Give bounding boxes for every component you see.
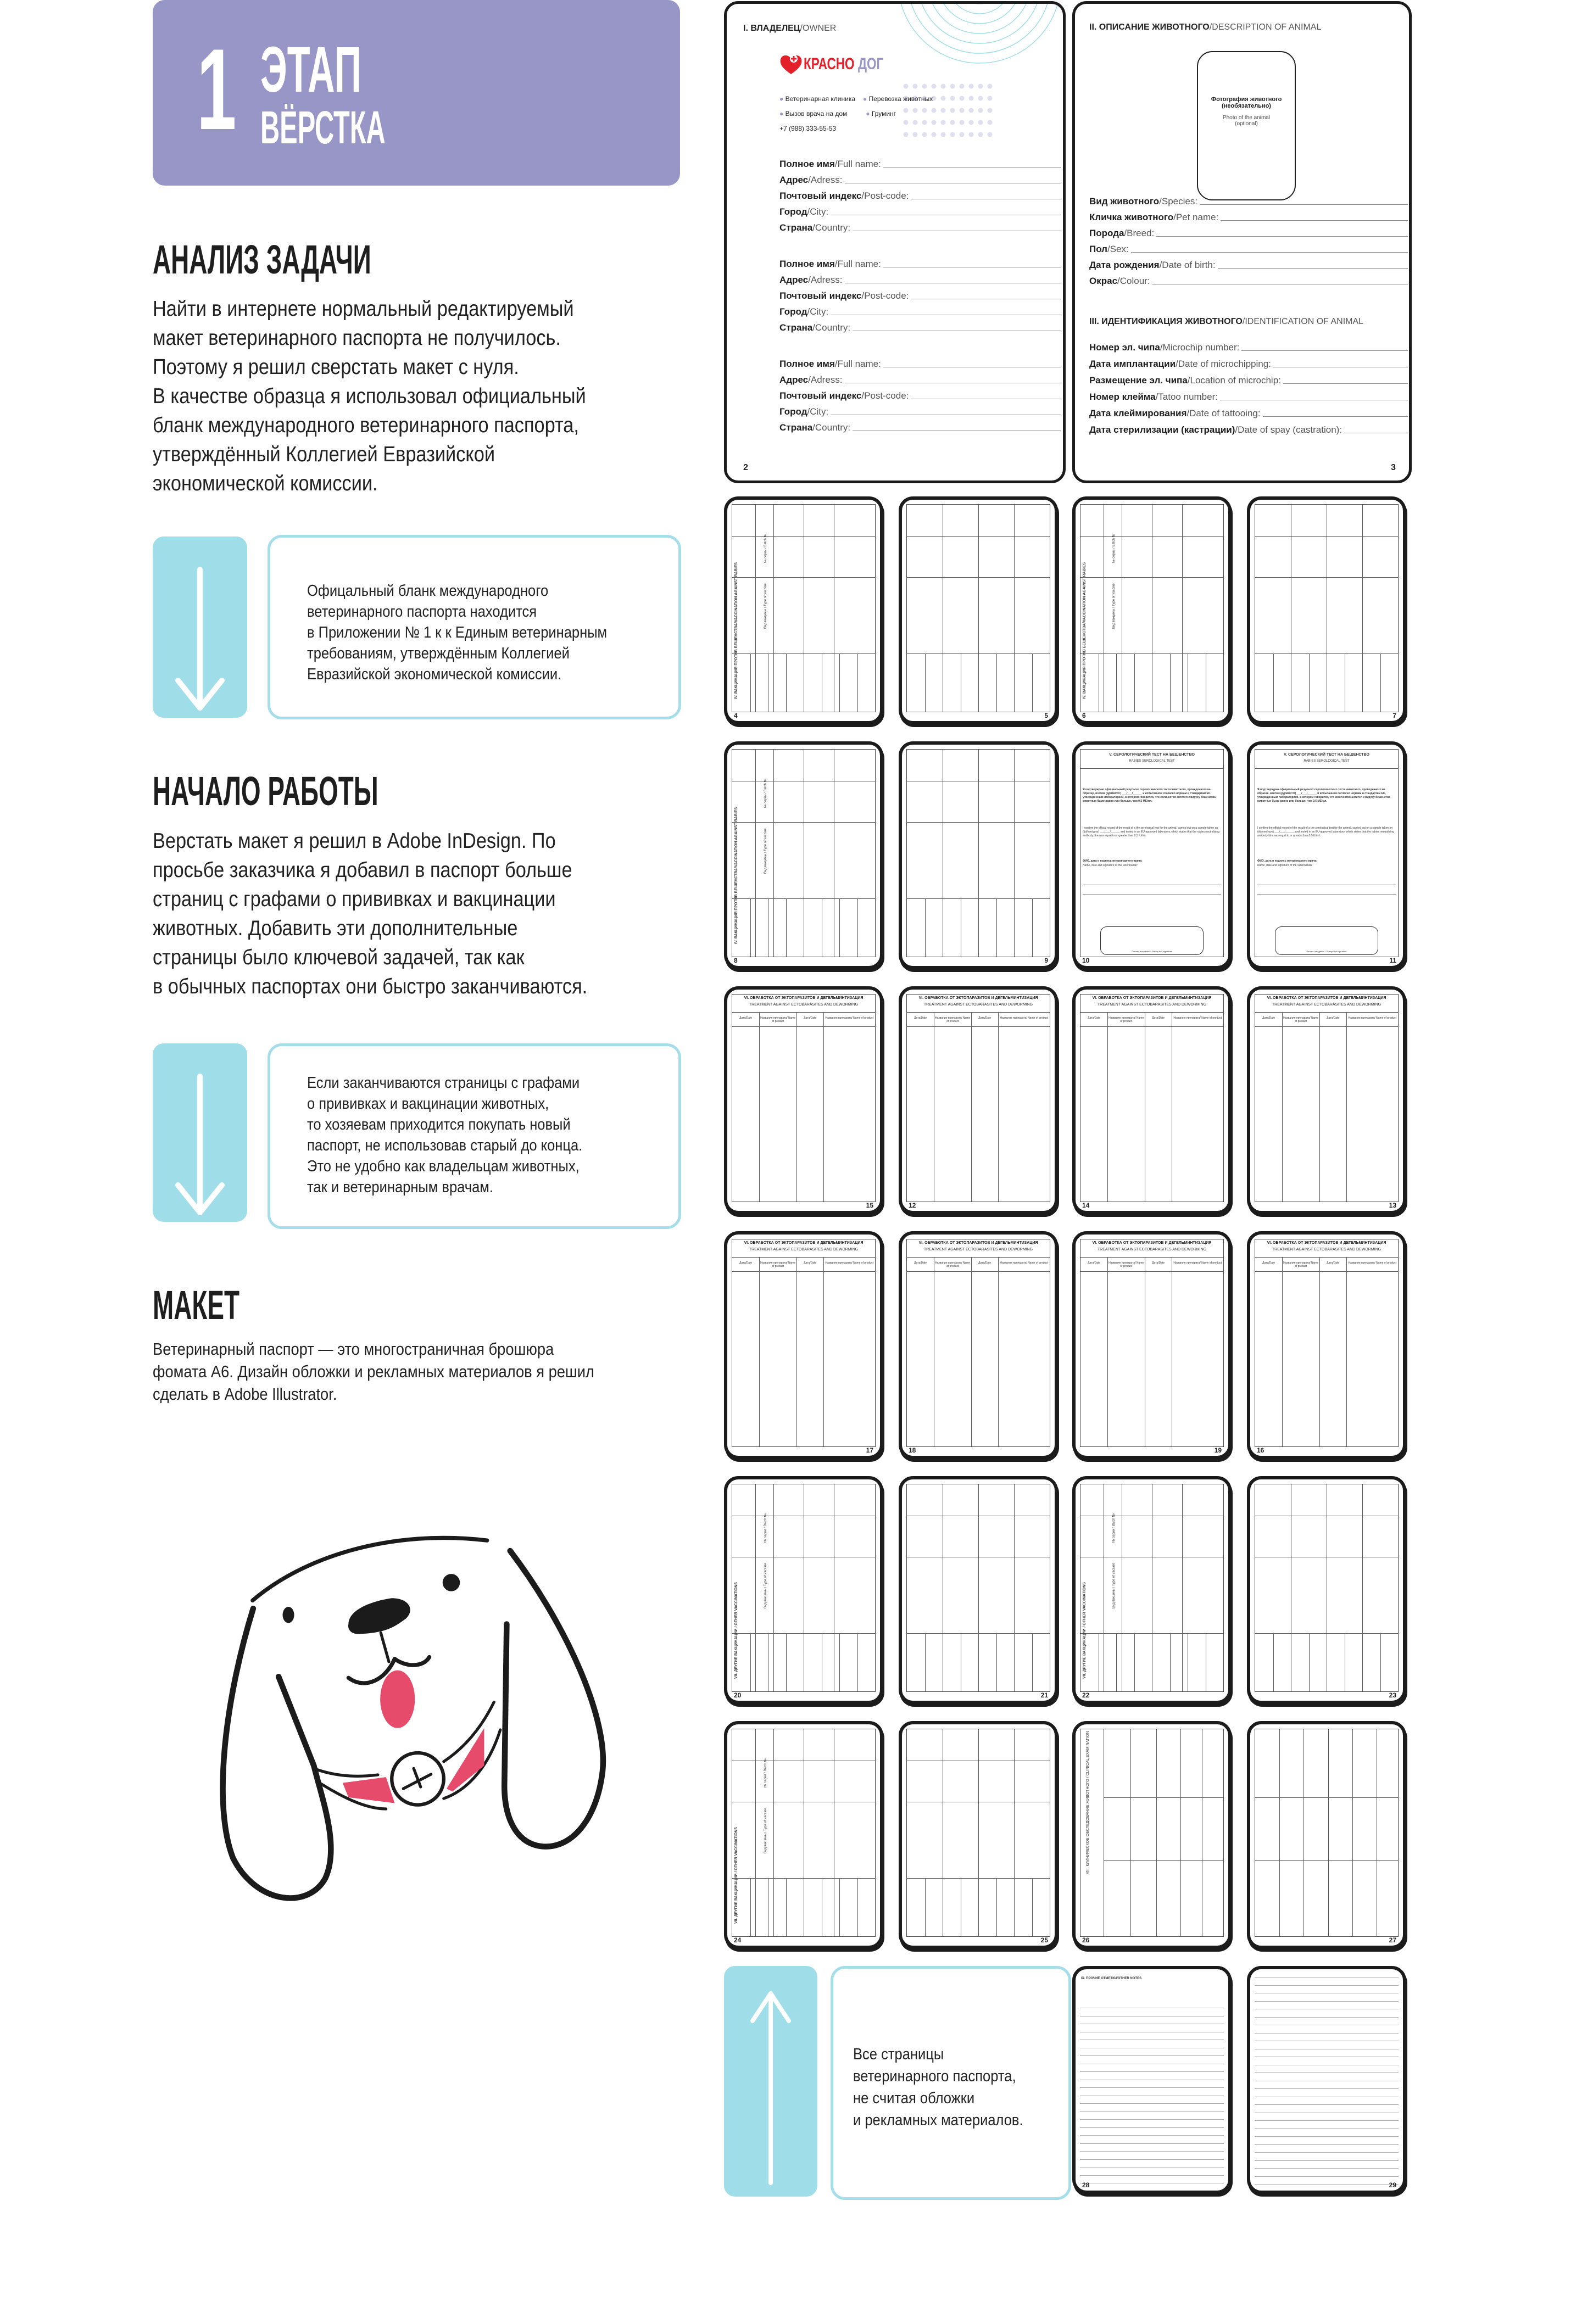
field-line[interactable]: [1131, 252, 1408, 253]
start-text: Верстать макет я решил в Adobe InDesign. По просьбе заказчика я добавил в паспорт больше страниц с графами о прививках и вакцинации животных. Добавить эти дополнительные страницы было ключевой задачей, так как в обычных паспортах они быстро заканчиваются.: [153, 829, 588, 998]
form-field[interactable]: Полное имя /Full name:: [779, 259, 1061, 270]
note-line[interactable]: [1255, 2152, 1399, 2153]
animal-section-title: II. ОПИСАНИЕ ЖИВОТНОГО/DESCRIPTION OF ANIMAL: [1089, 23, 1322, 32]
col-header: Название препарата/ Name of product: [1283, 1261, 1319, 1268]
table-title: VI. ОБРАБОТКА ОТ ЭКТОПАРАЗИТОВ И ДЕГЕЛЬМИНТИЗАЦИЯ: [744, 1241, 864, 1245]
table-title: IV. ВАКЦИНАЦИЯ ПРОТИВ БЕШЕНСТВА/VACCINATION AGAINST RABIES: [734, 562, 738, 700]
passport-page-thumbnail[interactable]: [1247, 1966, 1406, 2194]
note-line[interactable]: [1255, 2120, 1399, 2121]
col-header: Дата/Date: [1088, 1261, 1101, 1265]
table-title: VI. ОБРАБОТКА ОТ ЭКТОПАРАЗИТОВ И ДЕГЕЛЬМИНТИЗАЦИЯ: [744, 996, 864, 1000]
table-title: VI. ОБРАБОТКА ОТ ЭКТОПАРАЗИТОВ И ДЕГЕЛЬМИНТИЗАЦИЯ: [918, 996, 1038, 1000]
note-line[interactable]: [1255, 2160, 1399, 2161]
passport-page-thumbnail[interactable]: [724, 1721, 883, 1949]
col-header: Дата/Date: [1327, 1261, 1340, 1265]
col-header: Вид вакцины / Type of vaccine: [764, 1563, 767, 1609]
serology-form: [1080, 749, 1224, 957]
treatment-table: [732, 994, 876, 1202]
photo-label-en: Photo of the animal (optional): [1222, 115, 1271, 127]
page-number: 18: [909, 1446, 916, 1454]
table-subtitle: TREATMENT AGAINST ECTOBARASITES AND DEWORMING: [749, 1248, 859, 1252]
col-header: Название препарата/ Name of product: [1283, 1016, 1319, 1023]
services-list: [779, 92, 933, 136]
note-line[interactable]: [1255, 2136, 1399, 2137]
clinical-table: [1080, 1729, 1224, 1937]
col-header: № серии / Batch №: [764, 1758, 767, 1787]
table-title: VI. ОБРАБОТКА ОТ ЭКТОПАРАЗИТОВ И ДЕГЕЛЬМИНТИЗАЦИЯ: [1267, 996, 1386, 1000]
col-header: Дата/Date: [1262, 1261, 1275, 1265]
note-box-pages: [268, 1043, 681, 1229]
note-line[interactable]: [1080, 2103, 1224, 2104]
col-header: Вид вакцины / Type of vaccine: [764, 828, 767, 874]
treatment-table: [906, 1239, 1050, 1447]
stage-number: 1: [197, 25, 235, 154]
stamp-label: Печать и подпись / Stamp and signature: [1132, 950, 1172, 953]
passport-page-thumbnail[interactable]: [1072, 1966, 1232, 2194]
col-header: Дата/Date: [978, 1261, 991, 1265]
field-line[interactable]: [1241, 350, 1408, 351]
decor-circles-icon: [892, 1, 1066, 92]
passport-page-thumbnail[interactable]: [899, 1231, 1058, 1459]
photo-placeholder[interactable]: [1197, 51, 1296, 200]
form-field[interactable]: Номер клейма /Tatoo number:: [1089, 392, 1408, 403]
form-field[interactable]: Номер эл. чипа /Microchip number:: [1089, 342, 1408, 353]
table-title: VII. ДРУГИЕ ВАКЦИНАЦИИ / OTHER VACCINATIONS: [1083, 1582, 1087, 1679]
treatment-table: [1080, 1239, 1224, 1447]
table-subtitle: TREATMENT AGAINST ECTOBARASITES AND DEWORMING: [1272, 1003, 1382, 1007]
col-header: Название препарата/ Name of product: [1108, 1261, 1144, 1268]
form-field[interactable]: Полное имя /Full name:: [779, 159, 1061, 170]
col-header: Название препарата/ Name of product: [760, 1261, 796, 1268]
col-header: № серии / Batch №: [764, 1513, 767, 1543]
vaccination-table: [906, 1484, 1050, 1692]
stamp-label: Печать и подпись / Stamp and signature: [1306, 950, 1347, 953]
table-subtitle: TREATMENT AGAINST ECTOBARASITES AND DEWORMING: [923, 1248, 1033, 1252]
table-title: IV. ВАКЦИНАЦИЯ ПРОТИВ БЕШЕНСТВА/VACCINATION AGAINST RABIES: [1083, 562, 1087, 700]
passport-page-thumbnail[interactable]: [899, 741, 1058, 969]
treatment-table: [1255, 1239, 1399, 1447]
col-header: Дата/Date: [978, 1016, 991, 1020]
passport-page-thumbnail[interactable]: [1072, 1721, 1232, 1949]
clinical-table: [1255, 1729, 1399, 1937]
note-line[interactable]: [1080, 2071, 1224, 2072]
note-line[interactable]: [1080, 2159, 1224, 2160]
form-field[interactable]: Почтовый индекс /Post-code:: [779, 191, 1061, 202]
brand-name-violet: ДОГ: [858, 55, 884, 73]
page-number: 4: [734, 712, 738, 719]
page-number: 15: [866, 1202, 873, 1209]
col-header: Название препарата/ Name of product: [935, 1016, 971, 1023]
col-header: Дата/Date: [1152, 1016, 1165, 1020]
passport-page-thumbnail[interactable]: [724, 496, 883, 724]
sero-text-ru: Я подтверждаю официальный результат серологического теста животного, проведенного на образце, взятом (дд/мм/гггг) ___/___/______ и испытанном согласно нормам и стандартам ЕС, утвержденным лабораторией, в котором говорится, что количество антител к вирусу бешенства животных было равно или больше, чем 0,5 МЕ/мл.: [1083, 788, 1216, 803]
passport-page-thumbnail[interactable]: [899, 1476, 1058, 1704]
sero-text-en: I confirm the official record of the result of a the serological test for the animal, carried out on a sample taken on (dd/mm/yyyy) ___/___/______ and tested in an EU-approved laboratory, which states that the rabies neutralising antibody titre was equal to or greater than 0,5 IU/ml.: [1257, 826, 1394, 837]
stage-title: ВЁРСТКА: [260, 102, 386, 153]
treatment-table: [732, 1239, 876, 1447]
vaccination-table: [732, 1484, 876, 1692]
form-field[interactable]: Город /City:: [779, 406, 1061, 417]
passport-page-thumbnail[interactable]: [724, 1231, 883, 1459]
table-title: VI. ОБРАБОТКА ОТ ЭКТОПАРАЗИТОВ И ДЕГЕЛЬМИНТИЗАЦИЯ: [1092, 1241, 1212, 1245]
analysis-text: Найти в интернете нормальный редактируемый макет ветеринарного паспорта не получилось. Поэтому я решил сверстать макет с нуля. В качестве образца я использовал официальный бланк международного ветеринарного паспорта, утверждённый Коллегией Евразийской экономической комиссии.: [153, 297, 586, 495]
vaccination-table: [732, 1729, 876, 1937]
start-heading: НАЧАЛО РАБОТЫ: [153, 768, 378, 814]
form-field[interactable]: Почтовый индекс /Post-code:: [779, 390, 1061, 401]
page-number: 8: [734, 957, 738, 964]
stamp-box[interactable]: [1275, 926, 1378, 955]
sero-sign-en: Name, date and signature of the veterinarian:: [1083, 864, 1138, 867]
arrow-up-icon: [724, 1966, 817, 2197]
col-header: Дата/Date: [739, 1016, 753, 1020]
col-header: Название препарата/ Name of product: [1348, 1261, 1397, 1265]
table-title: VI. ОБРАБОТКА ОТ ЭКТОПАРАЗИТОВ И ДЕГЕЛЬМИНТИЗАЦИЯ: [918, 1241, 1038, 1245]
form-field[interactable]: Страна /Country:: [779, 322, 1061, 333]
notes-title: IX. ПРОЧИЕ ОТМЕТКИ/OTHER NOTES: [1081, 1977, 1142, 1980]
field-line[interactable]: [1200, 204, 1408, 205]
owner-section-title: I. ВЛАДЕЛЕЦ/OWNER: [743, 24, 837, 33]
passport-page-thumbnail[interactable]: [724, 986, 883, 1214]
field-line[interactable]: [1218, 268, 1408, 269]
col-header: Дата/Date: [739, 1261, 753, 1265]
passport-page-thumbnail[interactable]: [899, 1721, 1058, 1949]
note-line[interactable]: [1080, 2087, 1224, 2088]
col-header: Вид вакцины / Type of vaccine: [1112, 1563, 1116, 1609]
form-field[interactable]: Полное имя /Full name:: [779, 359, 1061, 370]
passport-page-thumbnail[interactable]: [1072, 1476, 1232, 1704]
service-item: ● Груминг: [866, 110, 896, 118]
field-line[interactable]: [1156, 236, 1408, 237]
note-line[interactable]: [1080, 2055, 1224, 2056]
serology-form: [1255, 749, 1399, 957]
form-field[interactable]: Адрес /Adress:: [779, 275, 1061, 286]
col-header: Название препарата/ Name of product: [1000, 1016, 1049, 1020]
analysis-heading: АНАЛИЗ ЗАДАЧИ: [153, 237, 371, 282]
col-header: Название препарата/ Name of product: [1000, 1261, 1049, 1265]
page-number: 9: [1044, 957, 1048, 964]
col-header: Вид вакцины / Type of vaccine: [764, 583, 767, 629]
col-header: Дата/Date: [804, 1261, 817, 1265]
service-item: ● Ветеринарная клиника: [779, 95, 855, 103]
page-number: 27: [1389, 1936, 1396, 1944]
passport-page-thumbnail[interactable]: [1247, 496, 1406, 724]
table-title: VII. ДРУГИЕ ВАКЦИНАЦИИ / OTHER VACCINATIONS: [734, 1582, 738, 1679]
form-field[interactable]: Адрес /Adress:: [779, 375, 1061, 386]
col-header: Дата/Date: [804, 1016, 817, 1020]
page-number: 28: [1082, 2181, 1090, 2189]
photo-label-ru: Фотография животного (необязательно): [1211, 96, 1282, 109]
col-header: Название препарата/ Name of product: [760, 1016, 796, 1023]
form-field[interactable]: Вид животного /Species:: [1089, 196, 1408, 207]
layout-text: Ветеринарный паспорт — это многостраничная брошюра фомата А6. Дизайн обложки и рекламных материалов я решил сделать в Adobe Illustrator.: [153, 1339, 594, 1404]
passport-page-thumbnail[interactable]: [1247, 986, 1406, 1214]
passport-page-thumbnail[interactable]: [1072, 741, 1232, 969]
page-number: 2: [743, 463, 748, 472]
note-line[interactable]: [1080, 2151, 1224, 2152]
col-header: Название препарата/ Name of product: [825, 1016, 874, 1020]
arrow-down-icon: [153, 1043, 247, 1222]
note-line[interactable]: [1255, 2144, 1399, 2145]
table-subtitle: TREATMENT AGAINST ECTOBARASITES AND DEWORMING: [749, 1003, 859, 1007]
form-field[interactable]: Город /City:: [779, 306, 1061, 317]
stage-banner: [153, 0, 680, 186]
table-subtitle: TREATMENT AGAINST ECTOBARASITES AND DEWORMING: [1097, 1003, 1207, 1007]
page-number: 23: [1389, 1691, 1396, 1699]
passport-page-thumbnail[interactable]: [724, 1476, 883, 1704]
col-header: Вид вакцины / Type of vaccine: [1112, 583, 1116, 629]
vaccination-table: [1255, 1484, 1399, 1692]
page-number: 10: [1082, 957, 1090, 964]
vaccination-table: [906, 1729, 1050, 1937]
col-header: № серии / Batch №: [1112, 1513, 1116, 1543]
sero-title: V. СЕРОЛОГИЧЕСКИЙ ТЕСТ НА БЕШЕНСТВО: [1109, 753, 1195, 757]
col-header: Название препарата/ Name of product: [1173, 1016, 1222, 1020]
page-3-animal: [1072, 1, 1412, 483]
col-header: № серии / Batch №: [764, 778, 767, 808]
note-line[interactable]: [1255, 2001, 1399, 2002]
passport-page-thumbnail[interactable]: [1247, 1231, 1406, 1459]
note-official-text: Офицальный бланк международного ветеринарного паспорта находится в Приложении № 1 к к Единым ветеринарным требованиям, утверждённым Коллегией Евразийской экономической комиссии.: [307, 582, 608, 683]
note-line[interactable]: [1255, 2176, 1399, 2177]
treatment-table: [1080, 994, 1224, 1202]
form-field[interactable]: Страна /Country:: [779, 422, 1061, 433]
heart-cross-icon: [779, 53, 803, 75]
sero-subtitle: RABIES SEROLOGICAL TEST: [1129, 759, 1175, 763]
arrow-down-box-1: [153, 537, 247, 718]
col-header: Вид вакцины / Type of vaccine: [764, 1808, 767, 1854]
note-box-all-pages: [831, 1966, 1071, 2200]
page-number: 17: [866, 1446, 873, 1454]
vaccination-table: [906, 749, 1050, 957]
passport-page-thumbnail[interactable]: [724, 741, 883, 969]
vaccination-table: [906, 504, 1050, 712]
note-pages-text: Если заканчиваются страницы с графами о прививках и вакцинации животных, то хозяевам приходится покупать новый паспорт, не использовав старый до конца. Это не удобно как владельцам животных, так и ветеринарным врачам.: [307, 1074, 583, 1196]
form-field[interactable]: Дата стерилизации (кастрации) /Date of spay (castration):: [1089, 424, 1408, 435]
note-line[interactable]: [1080, 2119, 1224, 2120]
page-number: 14: [1082, 1202, 1090, 1209]
page-number: 21: [1040, 1691, 1048, 1699]
table-subtitle: TREATMENT AGAINST ECTOBARASITES AND DEWORMING: [1097, 1248, 1207, 1252]
vaccination-table: [1080, 1484, 1224, 1692]
note-line[interactable]: [1080, 2143, 1224, 2144]
passport-page-thumbnail[interactable]: [1247, 1476, 1406, 1704]
col-header: № серии / Batch №: [764, 533, 767, 563]
page-number: 12: [909, 1202, 916, 1209]
note-line[interactable]: [1080, 2111, 1224, 2112]
table-title: IV. ВАКЦИНАЦИЯ ПРОТИВ БЕШЕНСТВА/VACCINATION AGAINST RABIES: [734, 807, 738, 945]
id-section-title: III. ИДЕНТИФИКАЦИЯ ЖИВОТНОГО/IDENTIFICATION OF ANIMAL: [1089, 317, 1364, 326]
page-number: 25: [1040, 1936, 1048, 1944]
passport-page-thumbnail[interactable]: [1247, 1721, 1406, 1949]
vaccination-table: [1080, 504, 1224, 712]
brand-name-red: КРАСНО: [804, 55, 855, 73]
form-field[interactable]: Дата имплантации /Date of microchipping:: [1089, 359, 1408, 370]
col-header: Дата/Date: [1152, 1261, 1165, 1265]
form-field[interactable]: Кличка животного /Pet name:: [1089, 212, 1408, 223]
page-number: 13: [1389, 1202, 1396, 1209]
page-number: 24: [734, 1936, 742, 1944]
treatment-table: [906, 994, 1050, 1202]
note-line[interactable]: [1080, 2175, 1224, 2176]
page-number: 29: [1389, 2181, 1396, 2189]
sero-subtitle: RABIES SEROLOGICAL TEST: [1304, 759, 1350, 763]
passport-page-thumbnail[interactable]: [1072, 1231, 1232, 1459]
note-line[interactable]: [1255, 2104, 1399, 2105]
col-header: № серии / Batch №: [1112, 533, 1116, 563]
stage-label: ЭТАП: [260, 33, 361, 106]
col-header: Дата/Date: [1088, 1016, 1101, 1020]
table-title: VII. ДРУГИЕ ВАКЦИНАЦИИ / OTHER VACCINATIONS: [734, 1827, 738, 1924]
note-line[interactable]: [1080, 2135, 1224, 2136]
passport-page-thumbnail[interactable]: [899, 496, 1058, 724]
note-line[interactable]: [1255, 2088, 1399, 2089]
col-header: Название препарата/ Name of product: [935, 1261, 971, 1268]
form-field[interactable]: Размещение эл. чипа /Location of microchip:: [1089, 375, 1408, 386]
page-2-owner: [724, 1, 1066, 483]
col-header: Дата/Date: [914, 1016, 927, 1020]
col-header: Дата/Date: [914, 1261, 927, 1265]
page-number: 20: [734, 1691, 742, 1699]
vaccination-table: [732, 504, 876, 712]
form-field[interactable]: Дата клеймирования /Date of tattooing:: [1089, 408, 1408, 419]
form-field[interactable]: Пол /Sex:: [1089, 244, 1408, 255]
form-field[interactable]: Окрас /Colour:: [1089, 276, 1408, 287]
note-line[interactable]: [1255, 1985, 1399, 1986]
col-header: Дата/Date: [1262, 1016, 1275, 1020]
page-number: 11: [1389, 957, 1396, 964]
sero-sign-ru: ФИО, дата и подпись ветеринарного врача:: [1257, 859, 1317, 863]
sero-sign-ru: ФИО, дата и подпись ветеринарного врача:: [1083, 859, 1143, 863]
page-number: 22: [1082, 1691, 1090, 1699]
table-title: VI. ОБРАБОТКА ОТ ЭКТОПАРАЗИТОВ И ДЕГЕЛЬМИНТИЗАЦИЯ: [1092, 996, 1212, 1000]
sero-title: V. СЕРОЛОГИЧЕСКИЙ ТЕСТ НА БЕШЕНСТВО: [1284, 753, 1369, 757]
page-number: 6: [1082, 712, 1086, 719]
treatment-table: [1255, 994, 1399, 1202]
service-item: ● Вызов врача на дом: [779, 110, 848, 118]
note-line[interactable]: [1080, 2127, 1224, 2128]
col-header: Название препарата/ Name of product: [1173, 1261, 1222, 1265]
passport-page-thumbnail[interactable]: [1072, 986, 1232, 1214]
arrow-down-icon: [153, 537, 247, 718]
arrow-down-box-2: [153, 1043, 247, 1222]
form-field[interactable]: Город /City:: [779, 206, 1061, 217]
note-line[interactable]: [1255, 2072, 1399, 2073]
form-field[interactable]: Порода /Breed:: [1089, 228, 1408, 239]
sero-sign-en: Name, date and signature of the veterinarian:: [1257, 864, 1313, 867]
passport-page-thumbnail[interactable]: [1247, 741, 1406, 969]
note-line[interactable]: [1255, 2168, 1399, 2169]
passport-page-thumbnail[interactable]: [899, 986, 1058, 1214]
form-field[interactable]: Почтовый индекс /Post-code:: [779, 290, 1061, 301]
table-title: VIII. КЛИНИЧЕСКОЕ ОБСЛЕДОВАНИЕ ЖИВОТНОГО / CLINICAL EXAMINATION: [1086, 1731, 1090, 1874]
vaccination-table: [1255, 504, 1399, 712]
page-number: 7: [1392, 712, 1396, 719]
page-number: 5: [1044, 712, 1048, 719]
col-header: Название препарата/ Name of product: [1108, 1016, 1144, 1023]
page-number: 3: [1391, 463, 1396, 472]
note-line[interactable]: [1255, 2184, 1399, 2185]
page-number: 19: [1214, 1446, 1222, 1454]
clinic-phone: +7 (988) 333-55-53: [779, 125, 837, 132]
note-line[interactable]: [1255, 2033, 1399, 2034]
form-field[interactable]: Дата рождения /Date of birth:: [1089, 260, 1408, 271]
page-number: 16: [1257, 1446, 1265, 1454]
stamp-box[interactable]: [1100, 926, 1204, 955]
dog-illustration: [165, 1483, 659, 1933]
table-subtitle: TREATMENT AGAINST ECTOBARASITES AND DEWORMING: [923, 1003, 1033, 1007]
field-line[interactable]: [1283, 383, 1408, 384]
table-title: VI. ОБРАБОТКА ОТ ЭКТОПАРАЗИТОВ И ДЕГЕЛЬМИНТИЗАЦИЯ: [1267, 1241, 1386, 1245]
form-field[interactable]: Адрес /Adress:: [779, 175, 1061, 186]
vaccination-table: [732, 749, 876, 957]
form-field[interactable]: Страна /Country:: [779, 222, 1061, 233]
sero-text-ru: Я подтверждаю официальный результат серологического теста животного, проведенного на образце, взятом (дд/мм/гггг) ___/___/______ и испытанном согласно нормам и стандартам ЕС, утвержденным лабораторией, в котором говорится, что количество антител к вирусу бешенства животных было равно или больше, чем 0,5 МЕ/мл.: [1257, 788, 1390, 803]
layout-heading: МАКЕТ: [153, 1282, 239, 1328]
table-subtitle: TREATMENT AGAINST ECTOBARASITES AND DEWORMING: [1272, 1248, 1382, 1252]
arrow-up-box: [724, 1966, 817, 2197]
note-line[interactable]: [1255, 2017, 1399, 2018]
note-box-official: [268, 535, 681, 719]
sero-text-en: I confirm the official record of the result of a the serological test for the animal, carried out on a sample taken on (dd/mm/yyyy) ___/___/______ and tested in an EU-approved laboratory, which states that the rabies neutralising antibody titre was equal to or greater than 0,5 IU/ml.: [1083, 826, 1219, 837]
col-header: Дата/Date: [1327, 1016, 1340, 1020]
service-item: ● Перевозка животных: [863, 95, 933, 103]
col-header: Название препарата/ Name of product: [825, 1261, 874, 1265]
field-line[interactable]: [1263, 416, 1408, 417]
field-line[interactable]: [1221, 220, 1408, 221]
passport-page-thumbnail[interactable]: [1072, 496, 1232, 724]
brand-logo: [779, 53, 892, 75]
col-header: Название препарата/ Name of product: [1348, 1016, 1397, 1020]
page-number: 26: [1082, 1936, 1090, 1944]
note-all-pages-text: Все страницы ветеринарного паспорта, не считая обложки и рекламных материалов.: [853, 2046, 1023, 2129]
